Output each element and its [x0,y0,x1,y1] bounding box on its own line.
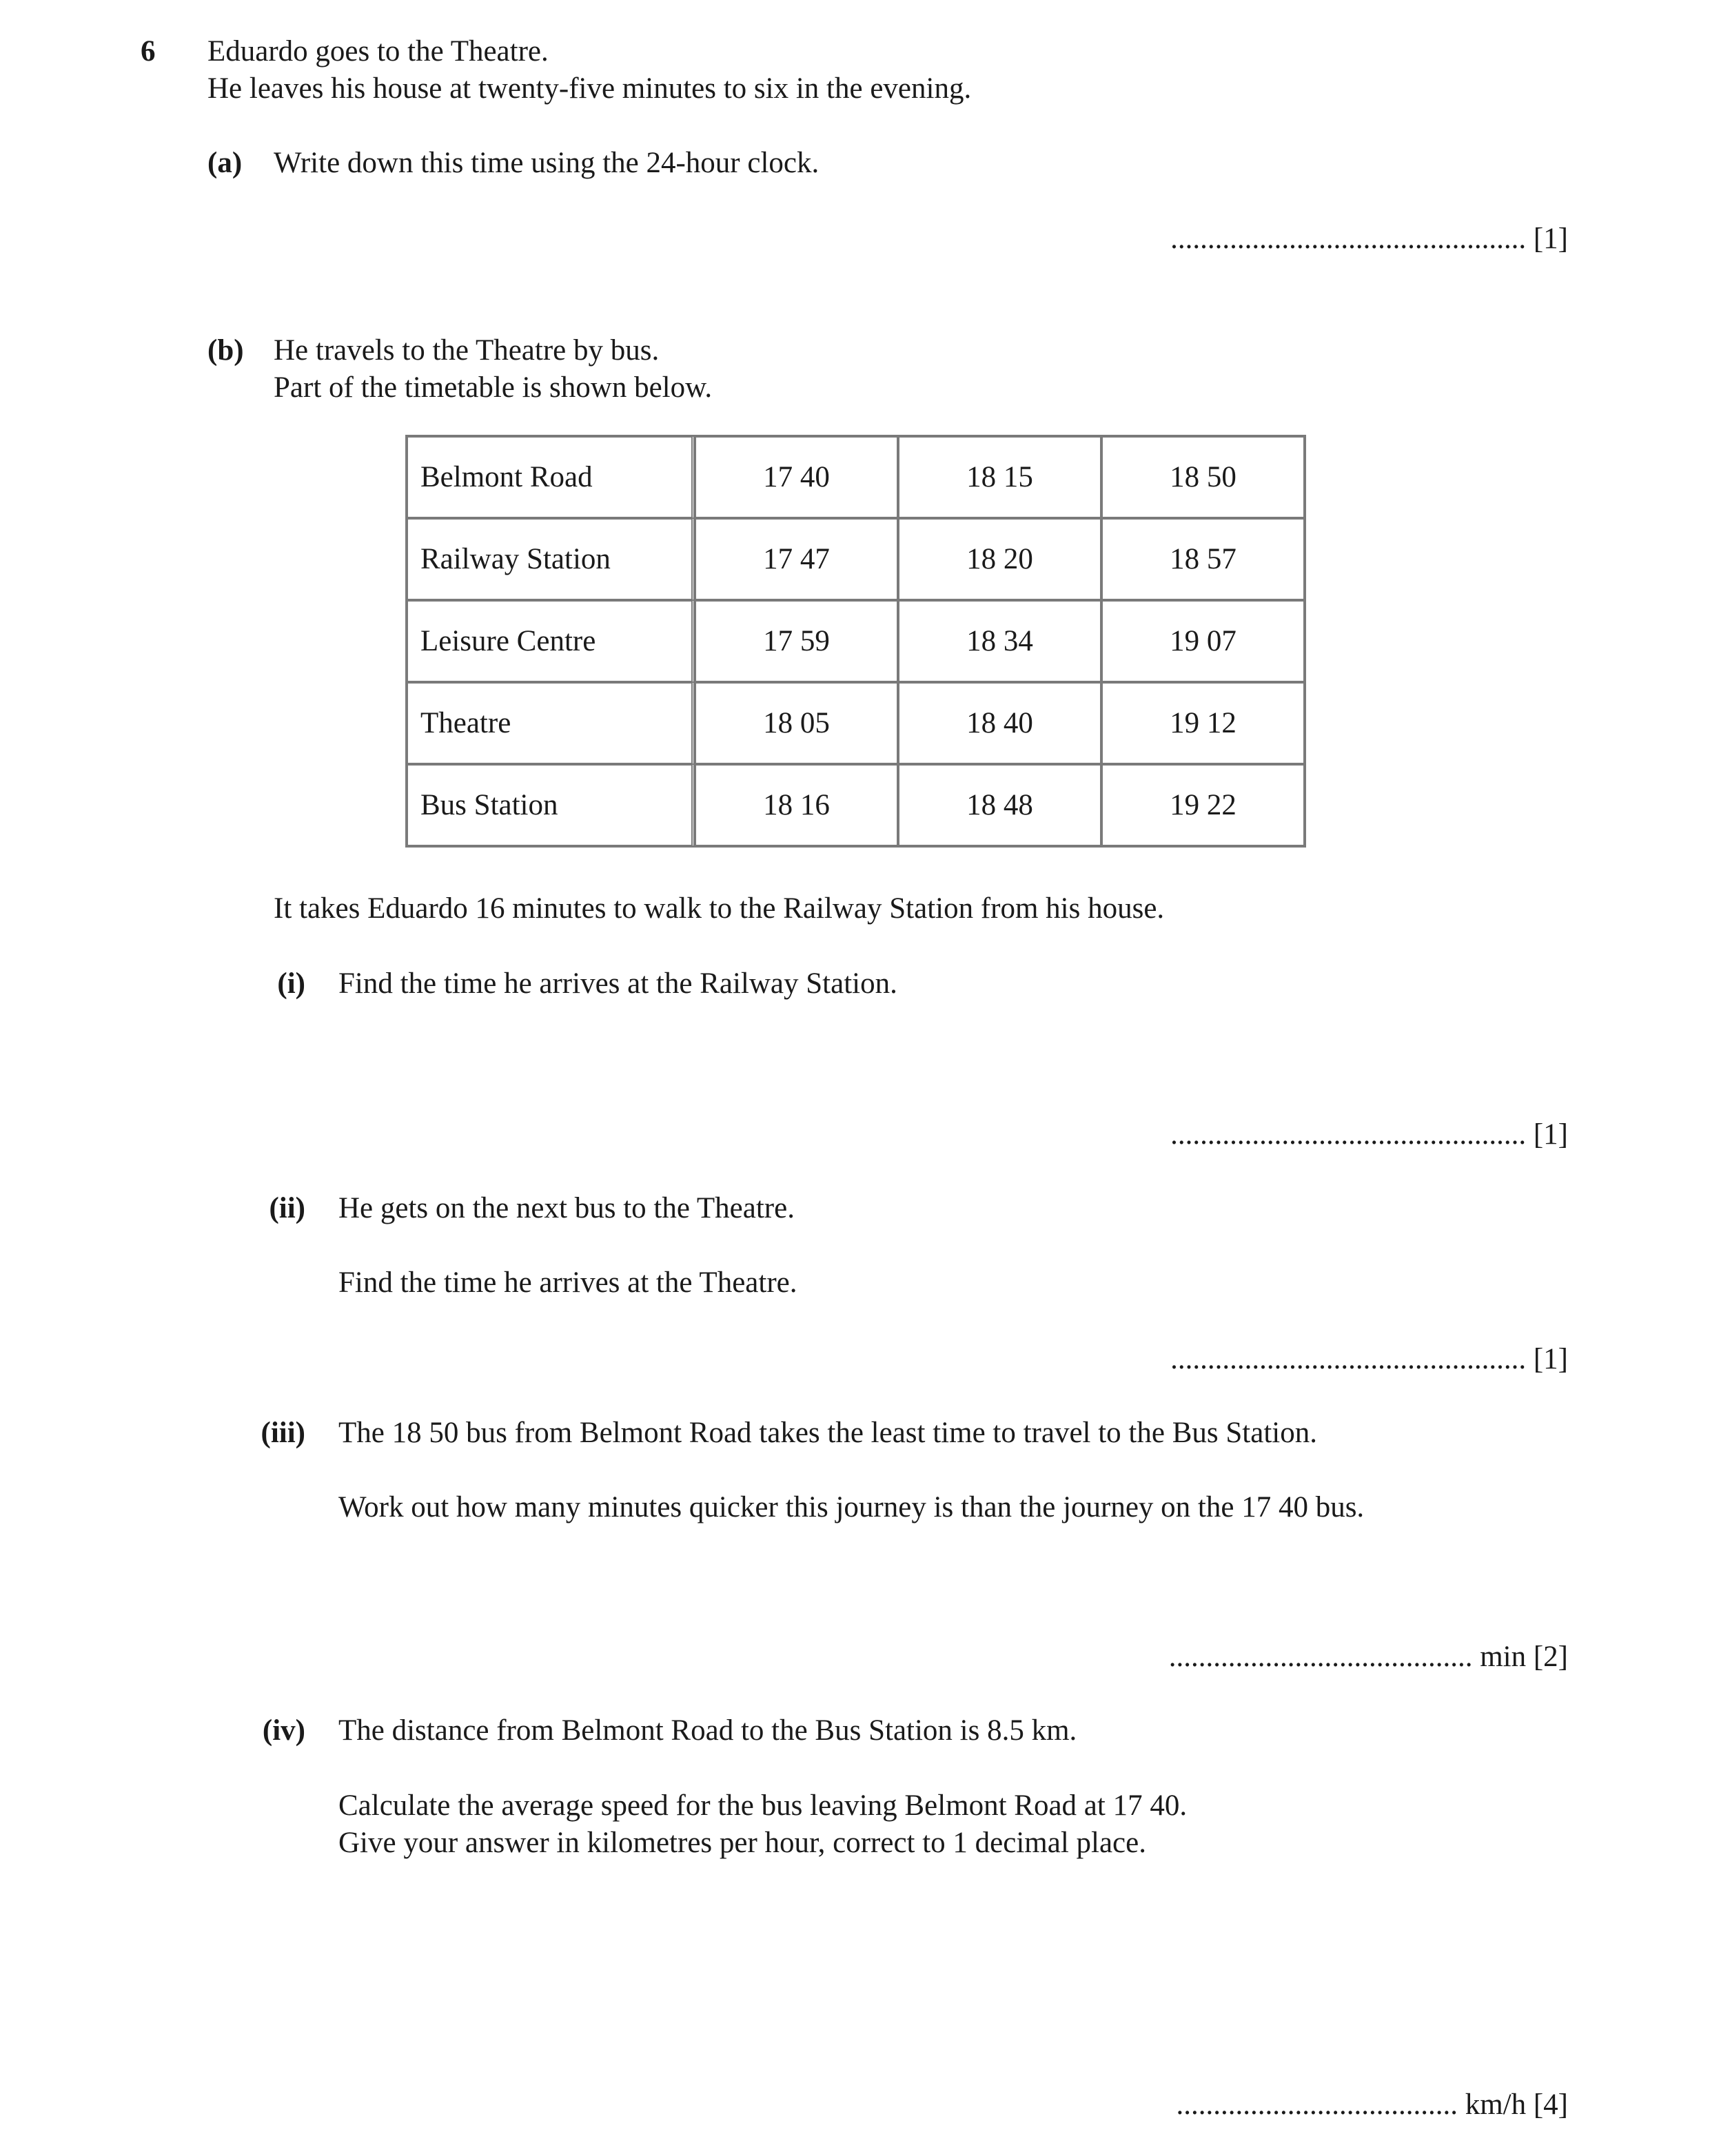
time-cell: 18 15 [898,436,1101,518]
table-row [407,764,1305,846]
table-row [407,600,1305,682]
time-cell: 19 07 [1101,600,1305,682]
time-cell: 18 16 [695,764,898,846]
time-cell: 18 20 [898,518,1101,600]
intro-line-1: Eduardo goes to the Theatre. [207,35,549,68]
part-b-ii-answer-line[interactable]: ................................................ [1] [1170,1343,1568,1375]
time-cell: 18 48 [898,764,1101,846]
time-cell: 19 12 [1101,682,1305,764]
time-cell: 18 50 [1101,436,1305,518]
part-b-iii-label: (iii) [261,1417,305,1449]
part-b-iii-line-2: Work out how many minutes quicker this journey is than the journey on the 17 40 bus. [338,1491,1365,1523]
part-a-label: (a) [207,147,243,179]
time-cell: 18 05 [695,682,898,764]
part-b-iv-line-1: The distance from Belmont Road to the Bus Station is 8.5 km. [338,1714,1077,1747]
stop-name: Railway Station [407,518,695,600]
bus-timetable [405,435,1306,848]
stop-name: Leisure Centre [407,600,695,682]
time-cell: 18 34 [898,600,1101,682]
part-b-ii-line-1: He gets on the next bus to the Theatre. [338,1192,795,1224]
part-b-line-2: Part of the timetable is shown below. [274,371,713,404]
stop-name: Bus Station [407,764,695,846]
part-b-i-label: (i) [277,967,305,1000]
part-b-ii-line-2: Find the time he arrives at the Theatre. [338,1266,797,1299]
part-b-iii-line-1: The 18 50 bus from Belmont Road takes the least time to travel to the Bus Station. [338,1417,1317,1449]
part-a-answer-line[interactable]: ................................................ [1] [1170,223,1568,255]
question-number: 6 [141,35,156,68]
part-b-iii-answer-line[interactable]: ......................................... min [2] [1168,1641,1568,1673]
part-b-iv-line-2: Calculate the average speed for the bus leaving Belmont Road at 17 40. [338,1789,1188,1822]
time-cell: 17 59 [695,600,898,682]
table-row [407,518,1305,600]
time-cell: 18 40 [898,682,1101,764]
time-cell: 17 47 [695,518,898,600]
time-cell: 17 40 [695,436,898,518]
time-cell: 18 57 [1101,518,1305,600]
part-a-question: Write down this time using the 24-hour clock. [274,147,820,179]
part-b-i-answer-line[interactable]: ................................................ [1] [1170,1118,1568,1151]
part-b-iv-line-3: Give your answer in kilometres per hour, correct to 1 decimal place. [338,1827,1146,1859]
part-b-line-1: He travels to the Theatre by bus. [274,334,660,367]
part-b-i-question: Find the time he arrives at the Railway Station. [338,967,897,1000]
intro-line-2: He leaves his house at twenty-five minutes to six in the evening. [207,72,972,105]
stop-name: Theatre [407,682,695,764]
time-cell: 19 22 [1101,764,1305,846]
walk-statement: It takes Eduardo 16 minutes to walk to the Railway Station from his house. [274,892,1165,925]
part-b-iv-answer-line[interactable]: ...................................... km/h [4] [1176,2088,1568,2121]
stop-name: Belmont Road [407,436,695,518]
part-b-label: (b) [207,334,244,367]
table-row [407,436,1305,518]
part-b-ii-label: (ii) [269,1192,305,1224]
part-b-iv-label: (iv) [262,1714,305,1747]
table-row [407,682,1305,764]
